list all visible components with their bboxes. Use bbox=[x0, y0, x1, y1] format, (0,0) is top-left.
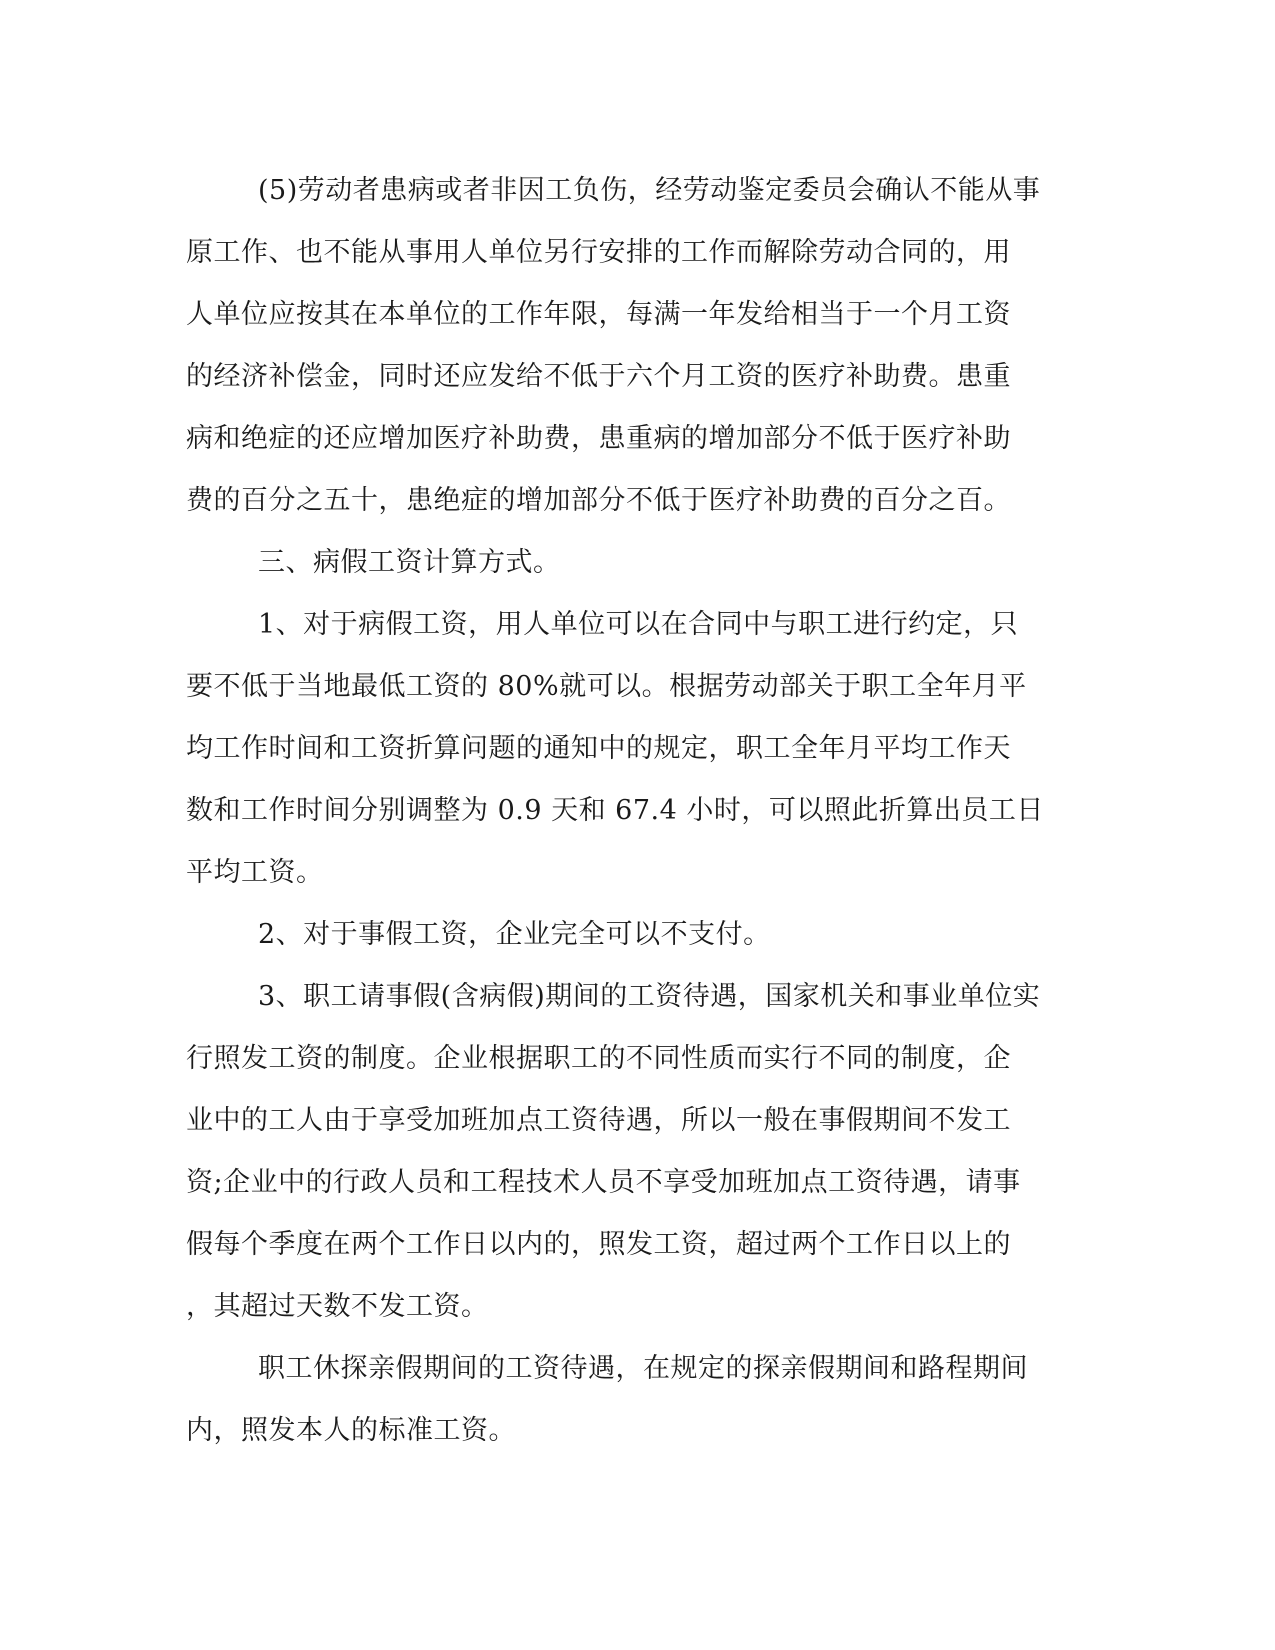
section-heading: 三、病假工资计算方式。 bbox=[258, 547, 561, 578]
text-line: 要不低于当地最低工资的 80%就可以。根据劳动部关于职工全年月平 bbox=[186, 671, 1027, 702]
text-line: 的经济补偿金，同时还应发给不低于六个月工资的医疗补助费。患重 bbox=[186, 361, 1011, 392]
text-line: 1、对于病假工资，用人单位可以在合同中与职工进行约定，只 bbox=[258, 609, 1019, 640]
document-body bbox=[186, 160, 1076, 1462]
text-line: 3、职工请事假(含病假)期间的工资待遇，国家机关和事业单位实 bbox=[258, 981, 1041, 1012]
text-line: 业中的工人由于享受加班加点工资待遇，所以一般在事假期间不发工 bbox=[186, 1105, 1011, 1136]
text-line: 费的百分之五十，患绝症的增加部分不低于医疗补助费的百分之百。 bbox=[186, 485, 1011, 516]
text-line: 2、对于事假工资，企业完全可以不支付。 bbox=[258, 919, 771, 950]
text-line: 资;企业中的行政人员和工程技术人员不享受加班加点工资待遇，请事 bbox=[186, 1167, 1021, 1198]
text-line: 假每个季度在两个工作日以内的，照发工资，超过两个工作日以上的 bbox=[186, 1229, 1011, 1260]
text-line: 内，照发本人的标准工资。 bbox=[186, 1415, 516, 1446]
text-line: 平均工资。 bbox=[186, 857, 324, 888]
text-line: 均工作时间和工资折算问题的通知中的规定，职工全年月平均工作天 bbox=[186, 733, 1011, 764]
text-line: 行照发工资的制度。企业根据职工的不同性质而实行不同的制度，企 bbox=[186, 1043, 1011, 1074]
text-line: 职工休探亲假期间的工资待遇，在规定的探亲假期间和路程期间 bbox=[258, 1353, 1028, 1384]
text-line: 数和工作时间分别调整为 0.9 天和 67.4 小时，可以照此折算出员工日 bbox=[186, 795, 1044, 826]
text-line: (5)劳动者患病或者非因工负伤，经劳动鉴定委员会确认不能从事 bbox=[258, 175, 1041, 206]
text-line: 原工作、也不能从事用人单位另行安排的工作而解除劳动合同的，用 bbox=[186, 237, 1011, 268]
text-line: 病和绝症的还应增加医疗补助费，患重病的增加部分不低于医疗补助 bbox=[186, 423, 1011, 454]
text-line: 人单位应按其在本单位的工作年限，每满一年发给相当于一个月工资 bbox=[186, 299, 1011, 330]
text-line: ，其超过天数不发工资。 bbox=[186, 1291, 489, 1322]
